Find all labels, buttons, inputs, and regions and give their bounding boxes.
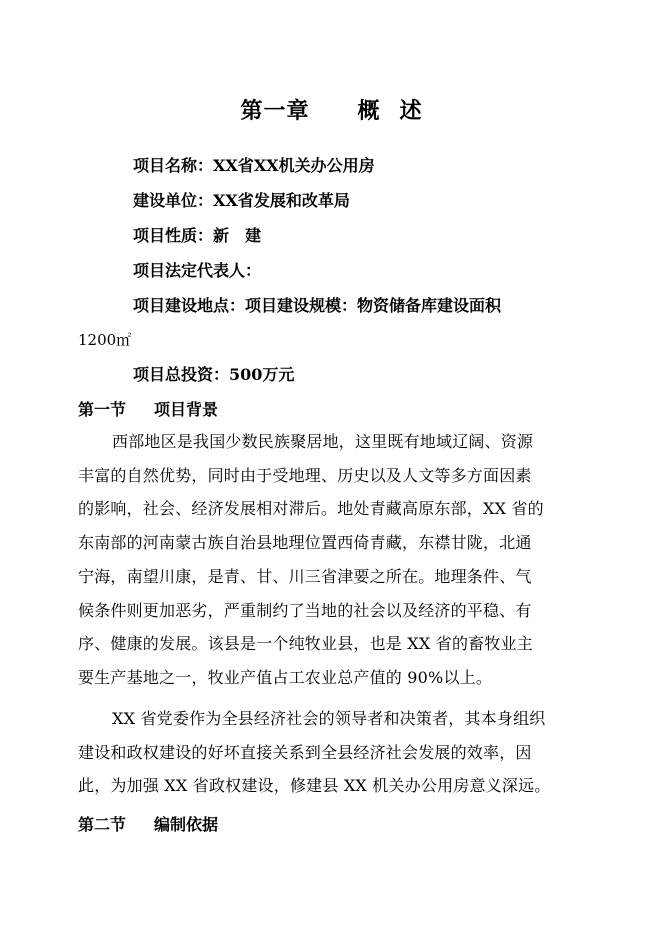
section-2-heading xyxy=(78,812,218,835)
paragraph-line: 此，为加强 XX 省政权建设，修建县 XX 机关办公用房意义深远。 xyxy=(78,776,551,796)
paragraph-line: 丰富的自然优势，同时由于受地理、历史以及人文等多方面因素 xyxy=(78,465,532,485)
section-2-title: 编制依据 xyxy=(154,815,219,834)
paragraph-line: 东南部的河南蒙古族自治县地理位置西倚青藏，东襟甘陇，北通 xyxy=(78,533,532,553)
background-paragraph-2 xyxy=(78,702,598,803)
section-1-heading xyxy=(78,397,218,420)
paragraph-line: 建设和政权建设的好坏直接关系到全县经济社会发展的效率，因 xyxy=(78,742,532,762)
section-1-title: 项目背景 xyxy=(154,400,219,419)
section-2-number: 第二节 xyxy=(78,815,127,834)
chapter-title xyxy=(0,94,662,125)
paragraph-line: 序、健康的发展。该县是一个纯牧业县，也是 XX 省的畜牧业主 xyxy=(78,634,533,654)
legal-representative: 项目法定代表人： xyxy=(133,261,262,280)
section-1-number: 第一节 xyxy=(78,400,127,419)
project-nature: 项目性质：新 建 xyxy=(133,226,262,245)
project-name: 项目名称：XX省XX机关办公用房 xyxy=(133,156,375,175)
construction-unit: 建设单位：XX省发展和改革局 xyxy=(133,191,350,210)
chapter-number: 第一章 xyxy=(240,98,310,124)
total-investment: 项目总投资：500万元 xyxy=(133,365,295,384)
building-area: 1200㎡ xyxy=(78,331,132,349)
paragraph-line: 宁海，南望川康，是青、甘、川三省津要之所在。地理条件、气 xyxy=(78,566,532,586)
location-and-scale: 项目建设地点：项目建设规模：物资储备库建设面积 xyxy=(133,296,502,315)
paragraph-line: 的影响，社会、经济发展相对滞后。地处青藏高原东部，XX 省的 xyxy=(78,499,544,519)
paragraph-line: 候条件则更加恶劣，严重制约了当地的社会以及经济的平稳、有 xyxy=(78,600,532,620)
paragraph-line: 要生产基地之一，牧业产值占工农业总产值的 90%以上。 xyxy=(78,667,493,687)
chapter-name: 概述 xyxy=(357,98,442,124)
paragraph-line: XX 省党委作为全县经济社会的领导者和决策者，其本身组织 xyxy=(112,709,546,728)
background-paragraph-1 xyxy=(78,425,598,695)
paragraph-line: 西部地区是我国少数民族聚居地，这里既有地域辽阔、资源 xyxy=(112,432,534,451)
